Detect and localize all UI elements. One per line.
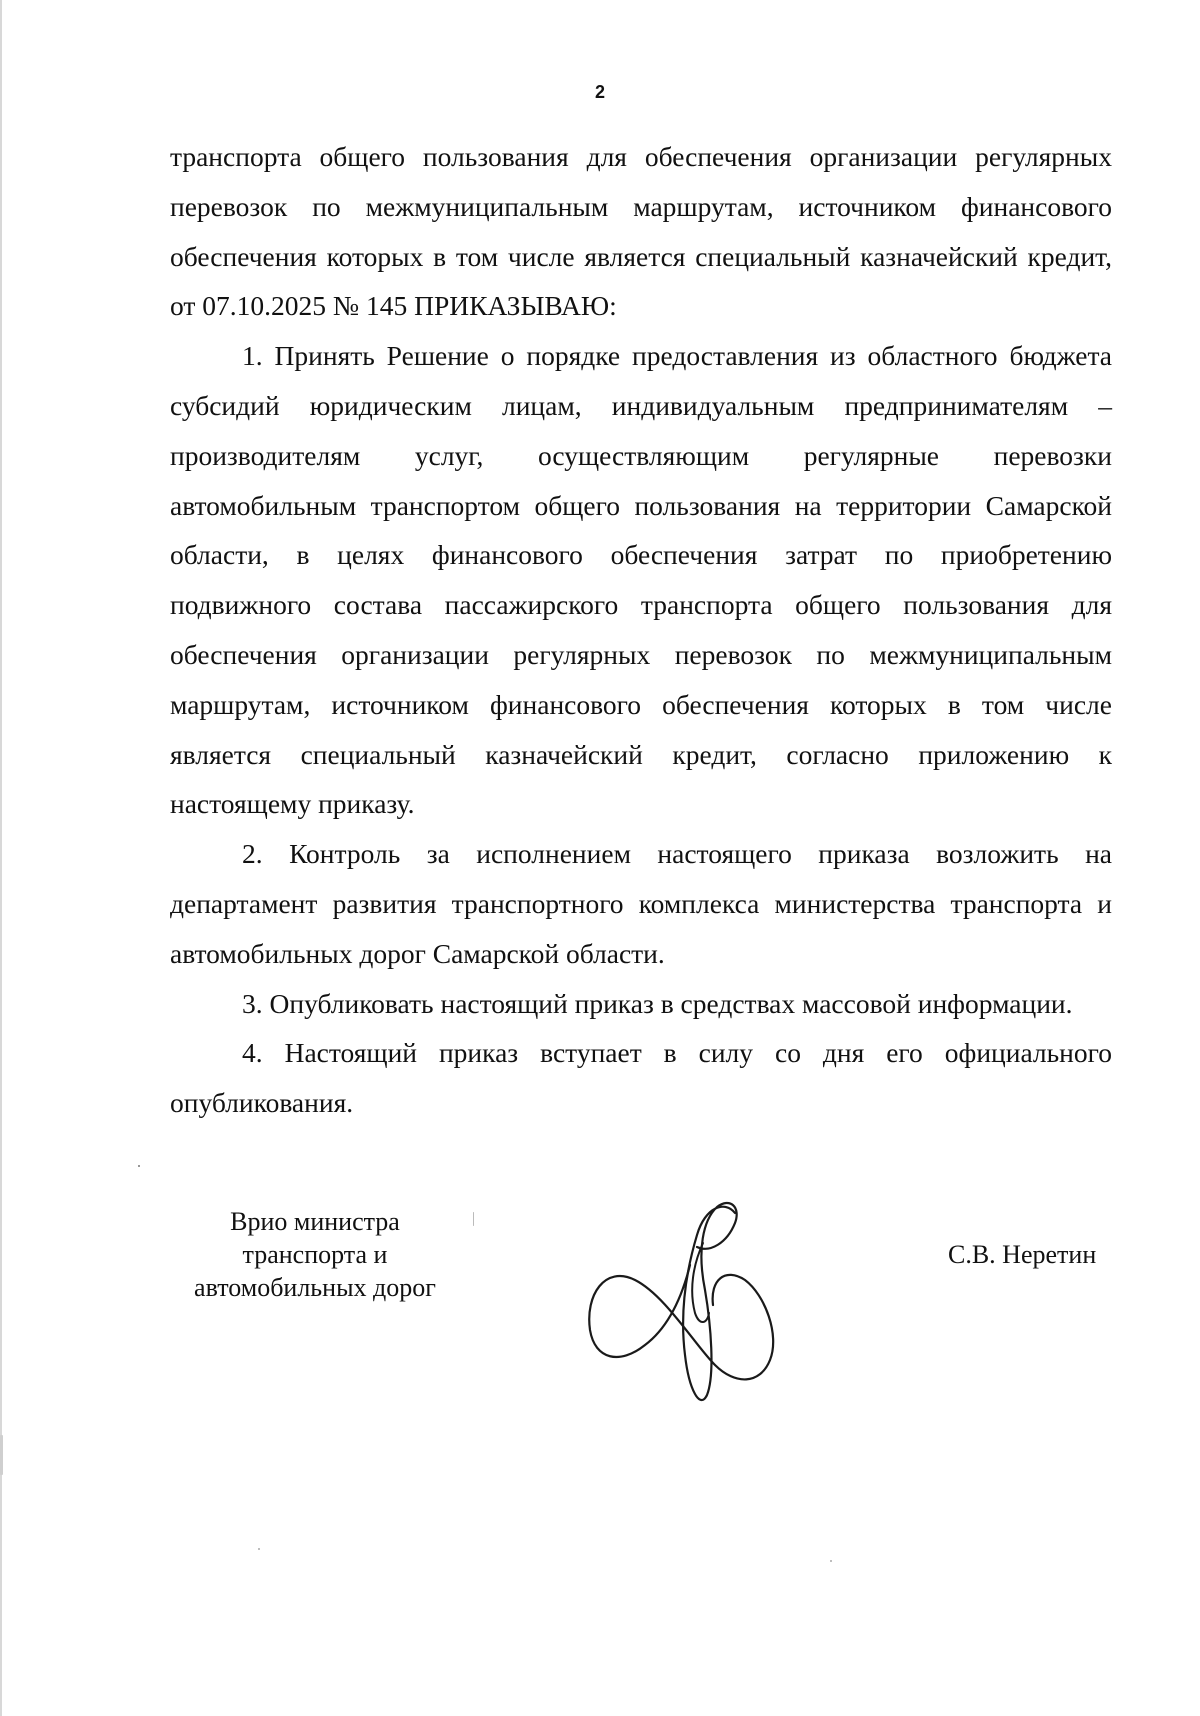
paragraph-item-3: 3. Опубликовать настоящий приказ в средствах массовой информации. bbox=[242, 987, 1073, 1019]
paragraph-item-4: 4. Настоящий приказ вступает в силу со дня его официального опубликования. bbox=[170, 1037, 1112, 1119]
page-number: 2 bbox=[594, 82, 605, 102]
signature-stroke bbox=[589, 1265, 773, 1379]
paragraph-item-2: 2. Контроль за исполнением настоящего приказа возложить на департамент развития транспортного комплекса министерства транспорта и автомобильных дорог Самарской области. bbox=[170, 838, 1112, 969]
signatory-position-line: транспорта и bbox=[242, 1240, 388, 1269]
scan-speck bbox=[138, 1165, 140, 1167]
signature-stroke bbox=[683, 1203, 737, 1400]
scan-speck bbox=[0, 1435, 3, 1475]
paragraph-item-1: 1. Принять Решение о порядке предоставления из областного бюджета субсидий юридическим лицам, индивидуальным предпринимателям – производителям услуг, осуществляющим регулярные перевозки автомобильным транспортом общего пользования на территории Самарской области, в целях финансового обеспечения затрат по приобретению подвижного состава пассажирского транспорта общего пользования для обеспечения организации регулярных перевозок по межмуниципальным маршрутам, источником финансового обеспечения которых в том числе является специальный казначейский кредит, согласно приложению к настоящему приказу. bbox=[170, 340, 1112, 820]
handwritten-signature bbox=[585, 1195, 815, 1410]
document-body bbox=[170, 132, 1112, 1128]
paragraph-continuation: транспорта общего пользования для обеспечения организации регулярных перевозок по межмуниципальным маршрутам, источником финансового обеспечения которых в том числе является специальный казначейский кредит, от 07.10.2025 № 145 ПРИКАЗЫВАЮ: bbox=[170, 141, 1112, 322]
signatory-name: С.В. Неретин bbox=[948, 1240, 1097, 1269]
scan-speck bbox=[258, 1548, 260, 1550]
signatory-position bbox=[165, 1205, 465, 1304]
signatory-position-line: автомобильных дорог bbox=[194, 1273, 436, 1302]
scan-speck bbox=[473, 1212, 474, 1226]
scan-speck bbox=[830, 1560, 832, 1562]
signatory-position-line: Врио министра bbox=[230, 1207, 400, 1236]
